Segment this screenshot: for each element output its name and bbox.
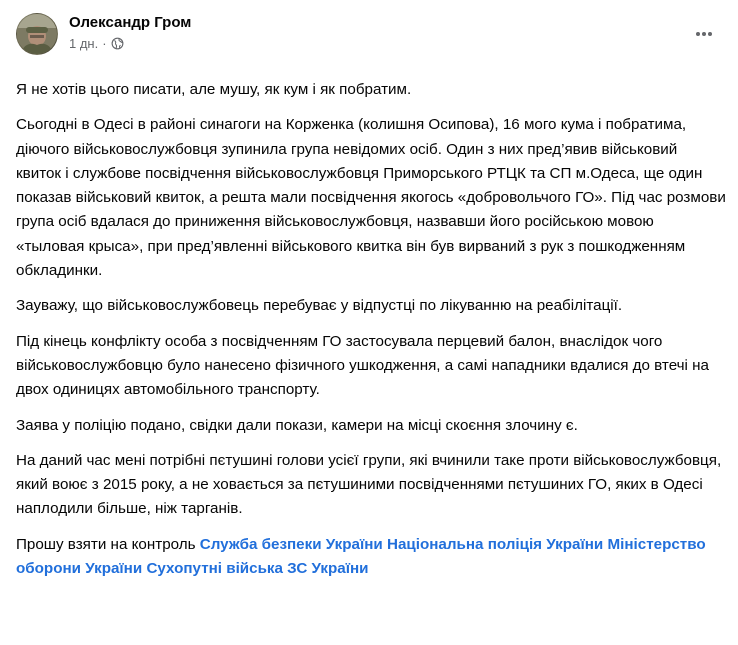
mention-ministry-of-defence[interactable]: Міністерство оборони України xyxy=(16,535,706,578)
post-paragraph-4: Під кінець конфлікту особа з посвідченням ГО застосувала перцевий балон, внаслідок чого військовослужбовцю було нанесено фізичного ушкодження, а самі нападники вдалися до втечі на двох одиницях автомобільного транспорту. xyxy=(16,332,709,399)
post-paragraph-2: Сьогодні в Одесі в районі синагоги на Корженка (колишня Осипова), 16 мого кума і побратима, діючого військовослужбовця зупинила група невідомих осіб. Один з них пред’явив військовий квиток і службове посвідчення військовослужбовця Приморського РТЦК та СП м.Одеса, ще один показав військовий квиток, а решта мали посвідчення якогось «добровольчого ГО». Під час розмови група осіб вдалася до приниження військовослужбовця, назвавши його російською мовою «тыловая крыса», при пред’явленні військового квитка він був вирваний з рук з пошкодженням обкладинки. xyxy=(16,116,726,280)
author-name[interactable]: Олександр Гром xyxy=(69,14,192,31)
post-paragraph-5: Заява у поліцію подано, свідки дали покази, камери на місці скоєння злочину є. xyxy=(16,416,578,434)
post-paragraph-3: Зауважу, що військовослужбовець перебуває у відпустці по лікуванню на реабілітації. xyxy=(16,297,623,315)
post-meta xyxy=(69,16,191,52)
post-paragraph-1: Я не хотів цього писати, але мушу, як кум і як побратим. xyxy=(16,81,412,98)
post-paragraph-6: На даний час мені потрібні пєтушині голови усієї групи, які вчинили таке проти військовослужбовця, який воює з 2015 року, а не ховається за пєтушиними посвідченнями пєтушиних ГО, яких в Одесі наплодили більше, ніж тарганів. xyxy=(16,451,722,518)
avatar-photo-icon xyxy=(17,14,57,54)
post-header xyxy=(16,12,722,56)
author-avatar[interactable] xyxy=(16,13,58,55)
globe-icon[interactable] xyxy=(111,37,124,50)
mention-sbu[interactable]: Служба безпеки України xyxy=(199,535,383,553)
post-timestamp[interactable]: 1 дн. xyxy=(69,36,99,51)
post-closing-paragraph xyxy=(16,533,726,582)
meta-separator: · xyxy=(102,36,107,51)
closing-text: Прошу взяти на контроль xyxy=(16,535,200,553)
more-options-icon xyxy=(694,24,714,44)
more-options-button[interactable] xyxy=(686,16,722,52)
post-content xyxy=(16,78,726,581)
post-subline xyxy=(69,35,191,52)
mention-land-forces[interactable]: Сухопутні війська ЗС України xyxy=(146,560,369,578)
mention-national-police[interactable]: Національна поліція України xyxy=(387,535,604,553)
